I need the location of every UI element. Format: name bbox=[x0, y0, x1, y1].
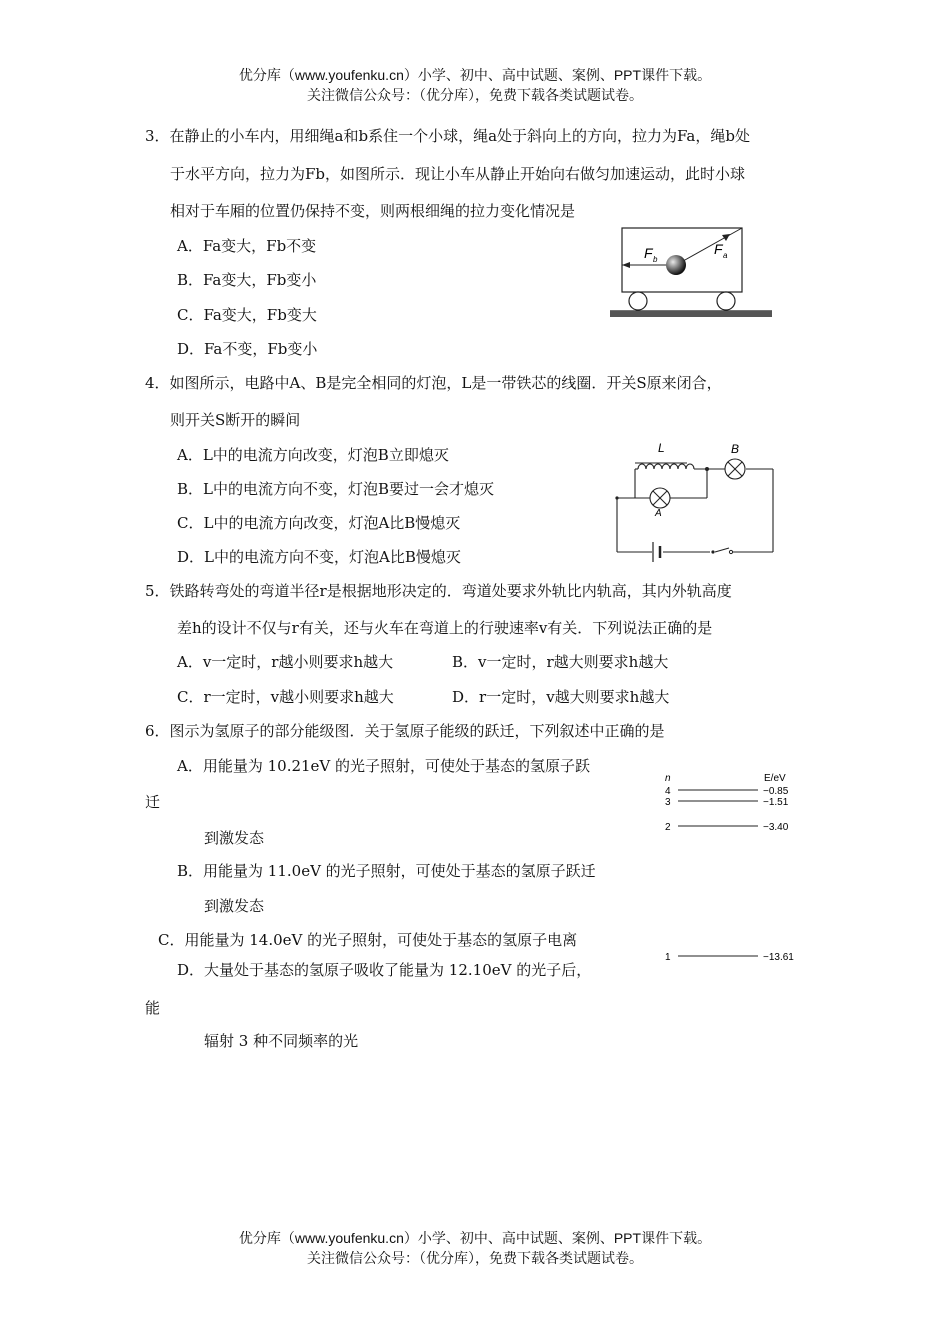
energy-level-value: −0.85 bbox=[763, 786, 789, 797]
footer-line-1: 优分库（www.youfenku.cn）小学、初中、高中试题、案例、PPT课件下载。 bbox=[238, 1230, 712, 1246]
energy-level-value: −13.61 bbox=[763, 952, 794, 963]
q6-stem: 6．图示为氢原子的部分能级图．关于氢原子能级的跃迁，下列叙述中正确的是 bbox=[145, 722, 665, 740]
battery bbox=[653, 542, 660, 562]
energy-level-n: 4 bbox=[665, 786, 671, 797]
q4-option-a: A．L中的电流方向改变，灯泡B立即熄灭 bbox=[177, 446, 449, 464]
header-line-1: 优分库（www.youfenku.cn）小学、初中、高中试题、案例、PPT课件下载。 bbox=[238, 67, 712, 83]
q3-stem-line-3: 相对于车厢的位置仍保持不变，则两根细绳的拉力变化情况是 bbox=[170, 202, 576, 220]
fa-label: F bbox=[714, 241, 723, 257]
q6-option-c: C．用能量为 14.0eV 的光子照射，可使处于基态的氢原子电离 bbox=[158, 931, 578, 949]
q4-stem-line-1: 4．如图所示，电路中A、B是完全相同的灯泡，L是一带铁芯的线圈．开关S原来闭合， bbox=[145, 374, 722, 392]
ball bbox=[666, 255, 686, 275]
q3-option-c: C．Fa变大，Fb变大 bbox=[177, 306, 317, 324]
energy-level-value: −3.40 bbox=[763, 822, 789, 833]
energy-level-value: −1.51 bbox=[763, 797, 789, 808]
n-axis-label: n bbox=[665, 773, 671, 784]
q4-option-b: B．L中的电流方向不变，灯泡B要过一会才熄灭 bbox=[177, 480, 495, 498]
q5-stem-line-2: 差h的设计不仅与r有关，还与火车在弯道上的行驶速率v有关．下列说法正确的是 bbox=[177, 619, 713, 637]
q3-stem-line-1: 3．在静止的小车内，用细绳a和b系住一个小球，绳a处于斜向上的方向，拉力为Fa，绳b处 bbox=[145, 127, 750, 145]
cart-figure bbox=[600, 220, 785, 325]
lamp-b bbox=[725, 459, 745, 479]
q6-option-a-line-1: A．用能量为 10.21eV 的光子照射，可使处于基态的氢原子跃 bbox=[177, 757, 591, 775]
energy-level-n: 3 bbox=[665, 797, 671, 808]
q4-stem-line-2: 则开关S断开的瞬间 bbox=[170, 411, 301, 429]
q4-option-d: D．L中的电流方向不变，灯泡A比B慢熄灭 bbox=[177, 548, 461, 566]
q6-option-a-line-2: 迁 bbox=[145, 793, 161, 811]
footer-line-2: 关注微信公众号：（优分库），免费下载各类试题试卷。 bbox=[307, 1250, 643, 1266]
q5-option-d: D．r一定时，v越大则要求h越大 bbox=[452, 688, 670, 706]
lamp-a bbox=[650, 488, 670, 508]
label-l: L bbox=[658, 441, 665, 455]
energy-level-diagram bbox=[660, 768, 810, 968]
fa-subscript: a bbox=[723, 251, 728, 260]
q3-option-a: A．Fa变大，Fb不变 bbox=[177, 237, 317, 255]
q5-stem-line-1: 5．铁路转弯处的弯道半径r是根据地形决定的．弯道处要求外轨比内轨高，其内外轨高度 bbox=[145, 582, 732, 600]
label-b: B bbox=[731, 442, 740, 456]
q6-option-b-line-1: B．用能量为 11.0eV 的光子照射，可使处于基态的氢原子跃迁 bbox=[177, 862, 596, 880]
q6-option-d-line-1: D．大量处于基态的氢原子吸收了能量为 12.10eV 的光子后， bbox=[177, 961, 592, 979]
e-axis-label: E/eV bbox=[764, 773, 786, 784]
q5-option-a: A．v一定时，r越小则要求h越大 bbox=[177, 653, 394, 671]
q6-option-d-line-2: 能 bbox=[145, 999, 161, 1017]
fb-label: F bbox=[644, 245, 653, 261]
energy-level-n: 2 bbox=[665, 822, 671, 833]
q5-option-b: B．v一定时，r越大则要求h越大 bbox=[452, 653, 669, 671]
q5-option-c: C．r一定时，v越小则要求h越大 bbox=[177, 688, 394, 706]
switch-s bbox=[711, 550, 714, 553]
q6-option-b-line-2: 到激发态 bbox=[204, 897, 265, 915]
q6-option-d-line-3: 辐射 3 种不同频率的光 bbox=[204, 1032, 359, 1050]
header-line-2: 关注微信公众号：（优分库），免费下载各类试题试卷。 bbox=[307, 87, 643, 103]
q3-option-d: D．Fa不变，Fb变小 bbox=[177, 340, 318, 358]
label-a: A bbox=[655, 508, 662, 519]
circuit-figure bbox=[605, 438, 785, 563]
q6-option-a-line-3: 到激发态 bbox=[204, 829, 265, 847]
energy-level-n: 1 bbox=[665, 952, 671, 963]
q3-stem-line-2: 于水平方向，拉力为Fb，如图所示．现让小车从静止开始向右做匀加速运动，此时小球 bbox=[170, 165, 746, 183]
q3-option-b: B．Fa变大，Fb变小 bbox=[177, 271, 317, 289]
q4-option-c: C．L中的电流方向改变，灯泡A比B慢熄灭 bbox=[177, 514, 461, 532]
fb-subscript: b bbox=[653, 255, 658, 264]
